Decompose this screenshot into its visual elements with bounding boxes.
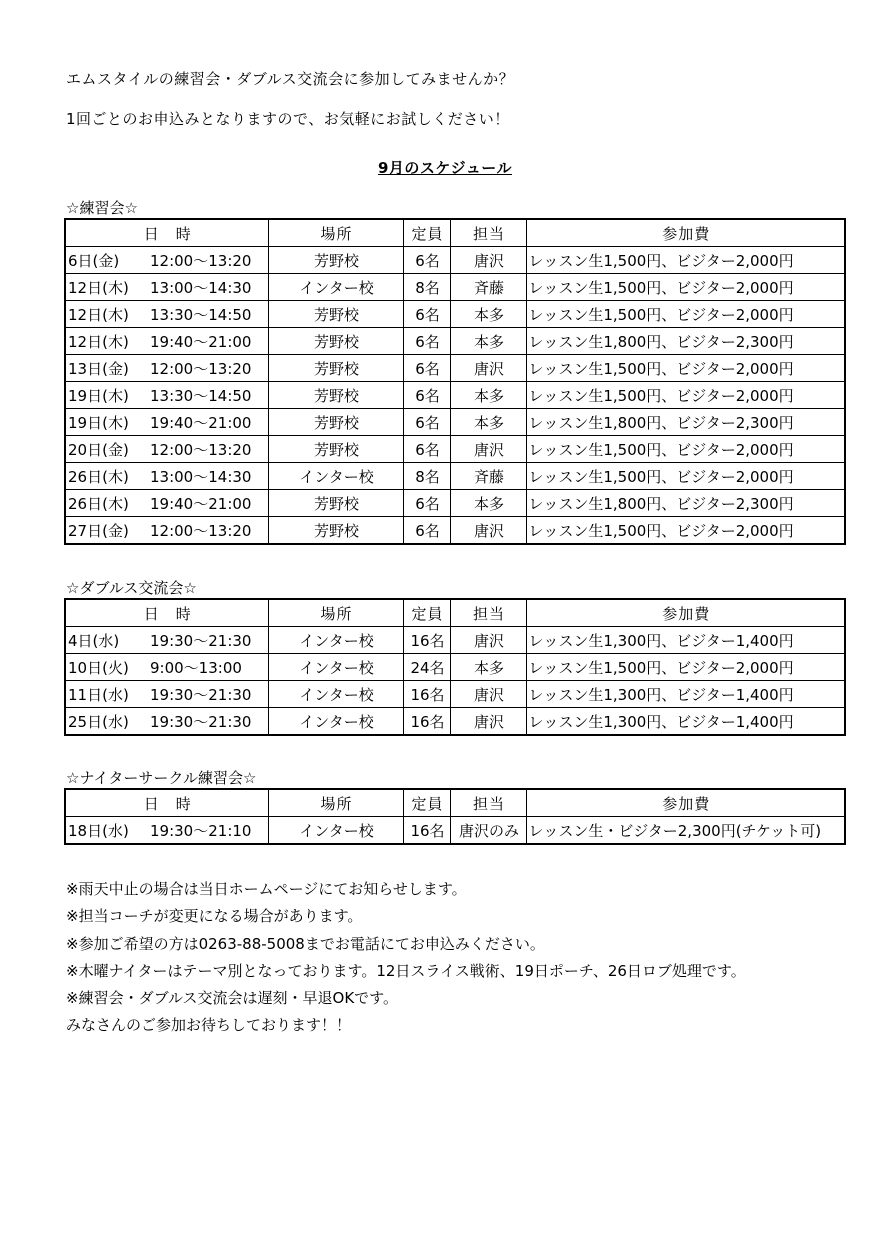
cell-fee: レッスン生1,800円、ビジター2,300円 — [526, 328, 845, 355]
cell-capacity: 16名 — [403, 708, 450, 736]
cell-time: 13:30～14:50 — [150, 386, 252, 405]
cell-time: 9:00～13:00 — [150, 658, 242, 677]
cell-place: インター校 — [268, 817, 403, 845]
cell-time: 13:30～14:50 — [150, 305, 252, 324]
header-staff: 担当 — [450, 789, 526, 817]
cell-staff: 本多 — [450, 328, 526, 355]
cell-staff: 斉藤 — [450, 274, 526, 301]
header-fee: 参加費 — [526, 219, 845, 247]
cell-time: 19:30～21:30 — [150, 685, 252, 704]
note-item: ※担当コーチが変更になる場合があります。 — [66, 907, 363, 926]
table-row — [65, 708, 845, 736]
cell-place: 芳野校 — [268, 382, 403, 409]
cell-datetime — [65, 328, 268, 355]
notes-list — [66, 876, 746, 1040]
table-row — [65, 328, 845, 355]
cell-capacity: 6名 — [403, 436, 450, 463]
table-row — [65, 681, 845, 708]
cell-capacity: 24名 — [403, 654, 450, 681]
cell-datetime — [65, 274, 268, 301]
cell-capacity: 6名 — [403, 517, 450, 545]
cell-place: 芳野校 — [268, 247, 403, 274]
cell-day: 10日(火) — [68, 658, 129, 677]
cell-day: 26日(木) — [68, 467, 129, 486]
cell-day: 19日(木) — [68, 386, 129, 405]
practice-table — [64, 218, 846, 545]
table-header-row — [65, 789, 845, 817]
cell-datetime — [65, 463, 268, 490]
cell-time: 12:00～13:20 — [150, 440, 252, 459]
cell-capacity: 16名 — [403, 681, 450, 708]
note-item: ※雨天中止の場合は当日ホームページにてお知らせします。 — [66, 880, 467, 898]
cell-datetime — [65, 627, 268, 654]
intro-line-1: エムスタイルの練習会・ダブルス交流会に参加してみませんか？ — [66, 70, 515, 88]
cell-fee: レッスン生1,500円、ビジター2,000円 — [526, 517, 845, 545]
cell-place: 芳野校 — [268, 409, 403, 436]
cell-datetime — [65, 436, 268, 463]
cell-staff: 本多 — [450, 654, 526, 681]
cell-staff: 斉藤 — [450, 463, 526, 490]
cell-datetime — [65, 681, 268, 708]
table-row — [65, 627, 845, 654]
cell-fee: レッスン生1,300円、ビジター1,400円 — [526, 627, 845, 654]
cell-staff: 本多 — [450, 382, 526, 409]
cell-capacity: 8名 — [403, 463, 450, 490]
note-item: ※木曜ナイターはテーマ別となっております。12日スライス戦術、19日ポーチ、26日ロブ処理です。 — [66, 961, 746, 980]
cell-staff: 本多 — [450, 490, 526, 517]
table-row — [65, 355, 845, 382]
table-row — [65, 382, 845, 409]
cell-capacity: 6名 — [403, 328, 450, 355]
header-place: 場所 — [268, 219, 403, 247]
cell-datetime — [65, 654, 268, 681]
cell-datetime — [65, 409, 268, 436]
cell-staff: 唐沢 — [450, 627, 526, 654]
header-capacity: 定員 — [403, 789, 450, 817]
cell-day: 19日(木) — [68, 413, 129, 432]
cell-staff: 唐沢のみ — [450, 817, 526, 845]
header-datetime: 日 時 — [65, 599, 268, 627]
table-row — [65, 436, 845, 463]
table-header-row — [65, 599, 845, 627]
cell-time: 12:00～13:20 — [150, 251, 252, 270]
table-row — [65, 817, 845, 845]
cell-place: 芳野校 — [268, 301, 403, 328]
cell-time: 13:00～14:30 — [150, 278, 252, 297]
cell-capacity: 6名 — [403, 301, 450, 328]
cell-fee: レッスン生1,500円、ビジター2,000円 — [526, 463, 845, 490]
cell-time: 13:00～14:30 — [150, 467, 252, 486]
cell-datetime — [65, 817, 268, 845]
table-row — [65, 247, 845, 274]
cell-staff: 本多 — [450, 409, 526, 436]
cell-datetime — [65, 382, 268, 409]
practice-section-label: ☆練習会☆ — [66, 199, 138, 217]
cell-datetime — [65, 708, 268, 736]
cell-time: 12:00～13:20 — [150, 359, 252, 378]
header-place: 場所 — [268, 599, 403, 627]
cell-fee: レッスン生1,800円、ビジター2,300円 — [526, 409, 845, 436]
cell-fee: レッスン生1,300円、ビジター1,400円 — [526, 708, 845, 736]
cell-day: 27日(金) — [68, 521, 129, 540]
cell-capacity: 16名 — [403, 627, 450, 654]
cell-place: 芳野校 — [268, 355, 403, 382]
cell-capacity: 6名 — [403, 409, 450, 436]
cell-place: インター校 — [268, 627, 403, 654]
header-place: 場所 — [268, 789, 403, 817]
cell-place: インター校 — [268, 463, 403, 490]
cell-fee: レッスン生1,500円、ビジター2,000円 — [526, 301, 845, 328]
nighter-section-label: ☆ナイターサークル練習会☆ — [66, 769, 257, 787]
doubles-table — [64, 598, 846, 736]
cell-day: 12日(木) — [68, 278, 129, 297]
cell-fee: レッスン生1,500円、ビジター2,000円 — [526, 654, 845, 681]
cell-day: 6日(金) — [68, 251, 120, 270]
cell-day: 12日(木) — [68, 305, 129, 324]
cell-day: 20日(金) — [68, 440, 129, 459]
cell-day: 26日(木) — [68, 494, 129, 513]
note-item: ※参加ご希望の方は0263-88-5008までお電話にてお申込みください。 — [66, 934, 545, 953]
cell-time: 19:30～21:30 — [150, 631, 252, 650]
cell-place: 芳野校 — [268, 436, 403, 463]
cell-day: 11日(水) — [68, 685, 129, 704]
cell-day: 12日(木) — [68, 332, 129, 351]
cell-datetime — [65, 490, 268, 517]
cell-staff: 唐沢 — [450, 708, 526, 736]
table-row — [65, 463, 845, 490]
cell-place: インター校 — [268, 681, 403, 708]
cell-place: 芳野校 — [268, 328, 403, 355]
note-item: ※練習会・ダブルス交流会は遅刻・早退OKです。 — [66, 989, 398, 1008]
cell-datetime — [65, 517, 268, 545]
cell-place: インター校 — [268, 274, 403, 301]
cell-capacity: 8名 — [403, 274, 450, 301]
cell-capacity: 16名 — [403, 817, 450, 845]
cell-fee: レッスン生・ビジター2,300円(チケット可) — [526, 817, 845, 845]
cell-place: インター校 — [268, 708, 403, 736]
table-row — [65, 301, 845, 328]
header-staff: 担当 — [450, 219, 526, 247]
cell-staff: 唐沢 — [450, 355, 526, 382]
header-datetime: 日 時 — [65, 219, 268, 247]
cell-capacity: 6名 — [403, 355, 450, 382]
nighter-table-body — [65, 817, 845, 845]
header-staff: 担当 — [450, 599, 526, 627]
cell-capacity: 6名 — [403, 490, 450, 517]
table-row — [65, 409, 845, 436]
cell-day: 25日(水) — [68, 712, 129, 731]
cell-time: 19:40～21:00 — [150, 413, 252, 432]
intro-line-2: 1回ごとのお申込みとなりますので、お気軽にお試しください！ — [66, 110, 510, 128]
cell-staff: 唐沢 — [450, 681, 526, 708]
cell-staff: 唐沢 — [450, 436, 526, 463]
cell-fee: レッスン生1,500円、ビジター2,000円 — [526, 274, 845, 301]
cell-time: 19:30～21:10 — [150, 821, 252, 840]
schedule-title: 9月のスケジュール — [377, 159, 513, 177]
cell-time: 19:30～21:30 — [150, 712, 252, 731]
cell-datetime — [65, 301, 268, 328]
closing-message: みなさんのご参加お待ちしております！！ — [66, 1016, 352, 1035]
cell-place: 芳野校 — [268, 490, 403, 517]
practice-table-body — [65, 247, 845, 545]
cell-day: 18日(水) — [68, 821, 129, 840]
table-row — [65, 490, 845, 517]
cell-fee: レッスン生1,500円、ビジター2,000円 — [526, 382, 845, 409]
cell-capacity: 6名 — [403, 382, 450, 409]
nighter-table — [64, 788, 846, 845]
doubles-table-body — [65, 627, 845, 736]
cell-datetime — [65, 247, 268, 274]
cell-place: インター校 — [268, 654, 403, 681]
table-row — [65, 517, 845, 545]
cell-fee: レッスン生1,500円、ビジター2,000円 — [526, 355, 845, 382]
cell-time: 19:40～21:00 — [150, 332, 252, 351]
header-capacity: 定員 — [403, 599, 450, 627]
cell-time: 12:00～13:20 — [150, 521, 252, 540]
cell-fee: レッスン生1,500円、ビジター2,000円 — [526, 247, 845, 274]
cell-staff: 唐沢 — [450, 517, 526, 545]
cell-staff: 本多 — [450, 301, 526, 328]
table-header-row — [65, 219, 845, 247]
cell-fee: レッスン生1,500円、ビジター2,000円 — [526, 436, 845, 463]
cell-capacity: 6名 — [403, 247, 450, 274]
cell-fee: レッスン生1,300円、ビジター1,400円 — [526, 681, 845, 708]
header-fee: 参加費 — [526, 599, 845, 627]
cell-day: 4日(水) — [68, 631, 120, 650]
header-datetime: 日 時 — [65, 789, 268, 817]
cell-place: 芳野校 — [268, 517, 403, 545]
cell-fee: レッスン生1,800円、ビジター2,300円 — [526, 490, 845, 517]
cell-datetime — [65, 355, 268, 382]
header-fee: 参加費 — [526, 789, 845, 817]
header-capacity: 定員 — [403, 219, 450, 247]
table-row — [65, 274, 845, 301]
doubles-section-label: ☆ダブルス交流会☆ — [66, 579, 197, 597]
cell-day: 13日(金) — [68, 359, 129, 378]
cell-staff: 唐沢 — [450, 247, 526, 274]
table-row — [65, 654, 845, 681]
cell-time: 19:40～21:00 — [150, 494, 252, 513]
